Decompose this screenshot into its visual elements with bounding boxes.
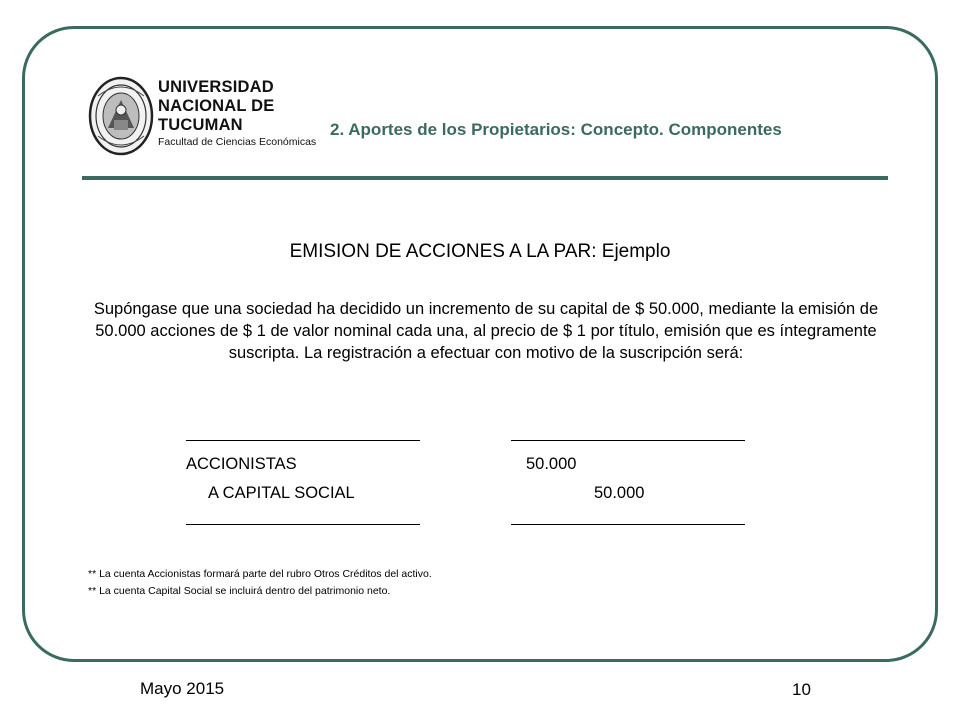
section-title: 2. Aportes de los Propietarios: Concepto. Componentes (330, 120, 782, 139)
footnote-accionistas: ** La cuenta Accionistas formará parte del rubro Otros Créditos del activo. (88, 568, 432, 580)
logo-line-2: NACIONAL DE (158, 97, 275, 115)
debit-account: ACCIONISTAS (186, 455, 297, 473)
footer-date: Mayo 2015 (140, 679, 225, 698)
page-number: 10 (792, 680, 811, 699)
credit-account: A CAPITAL SOCIAL (208, 484, 355, 502)
university-seal-icon (88, 76, 154, 156)
logo-line-1: UNIVERSIDAD (158, 78, 274, 96)
credit-amount: 50.000 (594, 484, 645, 502)
logo-text (158, 78, 316, 148)
logo-line-3: TUCUMAN (158, 116, 243, 134)
logo-faculty: Facultad de Ciencias Económicas (158, 136, 317, 148)
university-logo (88, 76, 330, 156)
journal-top-rule-left (186, 440, 420, 441)
journal-bottom-rule-left (186, 524, 420, 525)
slide-heading: EMISION DE ACCIONES A LA PAR: Ejemplo (289, 241, 671, 262)
journal-top-rule-right (511, 440, 745, 441)
debit-amount: 50.000 (526, 455, 577, 473)
example-paragraph: Supóngase que una sociedad ha decidido un incremento de su capital de $ 50.000, mediante la emisión de 50.000 acciones de $ 1 de valor nominal cada una, al precio de $ 1 por título, emisión que es íntegramente suscripta. La registración a efectuar con motivo de la suscripción será: (93, 300, 879, 362)
header-divider (82, 176, 888, 180)
journal-bottom-rule-right (511, 524, 745, 525)
footnote-capital-social: ** La cuenta Capital Social se incluirá dentro del patrimonio neto. (88, 585, 391, 597)
